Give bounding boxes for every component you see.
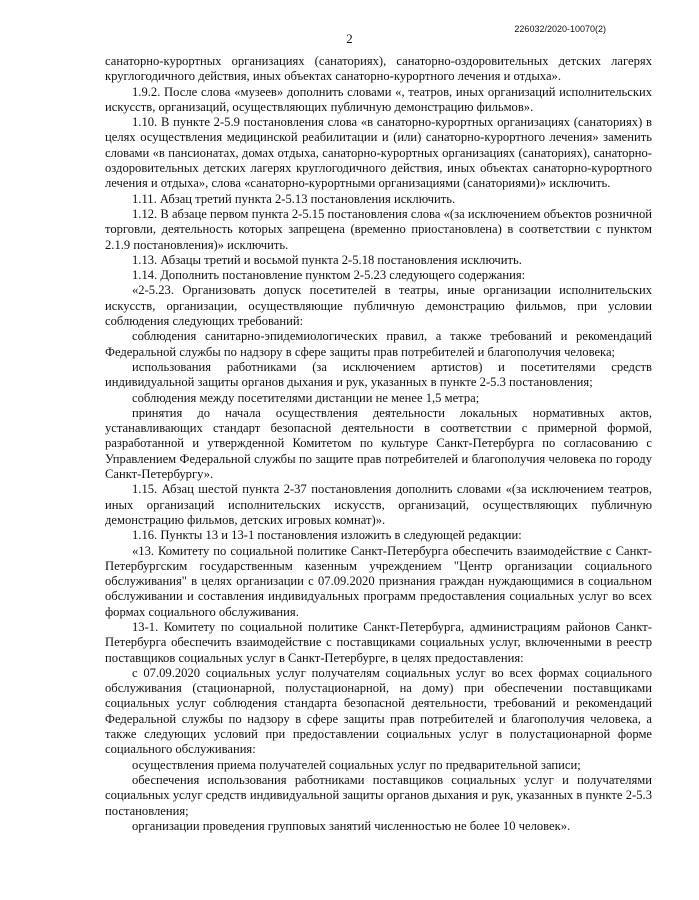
paragraph: «2-5.23. Организовать допуск посетителей в театры, иные организации исполнительских искусств, организации, осуществляющие публичную демонстрацию фильмов, при условии соблюдения следующих требований: — [105, 283, 652, 329]
paragraph: соблюдения санитарно-эпидемиологических правил, а также требований и рекомендаций Федеральной службы по надзору в сфере защиты прав потребителей и благополучия человека; — [105, 329, 652, 359]
paragraph: «13. Комитету по социальной политике Санкт-Петербурга обеспечить взаимодействие с Санкт-Петербургским государственным казенным учреждением "Центр организации социального обслуживания" в целях организации с 07.09.2020 признания граждан нуждающимися в социальном обслуживании и составления индивидуальных программ предоставления социальных услуг во всех формах социального обслуживания. — [105, 543, 652, 619]
paragraph: 1.15. Абзац шестой пункта 2-37 постановления дополнить словами «(за исключением театров, иных организаций исполнительских искусств, организаций, осуществляющих публичную демонстрацию фильмов, детских игровых комнат)». — [105, 482, 652, 527]
paragraph: 1.12. В абзаце первом пункта 2-5.15 постановления слова «(за исключением объектов розничной торговли, деятельность которых запрещена (временно приостановлена) в соответствии с пунктом 2.1.9 постановления)» исключить. — [105, 206, 652, 252]
paragraph: с 07.09.2020 социальных услуг получателям социальных услуг во всех формах социального обслуживания (стационарной, полустационарной, на дому) при обеспечении поставщиками социальных услуг соблюдения стандарта безопасной деятельности, требований и рекомендаций Федеральной службы по надзору в сфере защиты прав потребителей и благополучия человека, а также следующих условий при предоставлении социальных услуг в полустационарной форме социального обслуживания: — [105, 665, 652, 757]
paragraph: использования работниками (за исключением артистов) и посетителями средств индивидуальной защиты органов дыхания и рук, указанных в пункте 2-5.3 постановления; — [105, 359, 652, 390]
paragraph: 1.10. В пункте 2-5.9 постановления слова «в санаторно-курортных организациях (санаториях) в целях осуществления медицинской реабилитации и (или) санаторно-курортного лечения» заменить словами «в пансионатах, домах отдыха, санаторно-курортных организациях (санаториях), санаторно-оздоровительных детских лагерях круглогодичного действия, иных объектах санаторно-курортного лечения и отдыха», слова «санаторно-курортными организациями (санаториями)» исключить. — [105, 115, 652, 191]
paragraph: санаторно-курортных организациях (санаториях), санаторно-оздоровительных детских лагерях круглогодичного действия, иных объектах санаторно-курортного лечения и отдыха». — [105, 54, 652, 84]
paragraph: организации проведения групповых занятий численностью не более 10 человек». — [132, 818, 571, 833]
paragraph: 1.16. Пункты 13 и 13-1 постановления изложить в следующей редакции: — [132, 528, 522, 543]
paragraph: соблюдения между посетителями дистанции не менее 1,5 метра; — [132, 390, 480, 405]
paragraph: осуществления приема получателей социальных услуг по предварительной записи; — [132, 757, 581, 772]
paragraph: 13-1. Комитету по социальной политике Санкт-Петербурга, администрациям районов Санкт-Петербурга обеспечить взаимодействие с поставщиками социальных услуг, включенными в реестр поставщиков социальных услуг в Санкт-Петербурге, в целях предоставления: — [105, 619, 652, 665]
page-number: 2 — [346, 31, 353, 46]
paragraph: 1.14. Дополнить постановление пунктом 2-5.23 следующего содержания: — [132, 268, 526, 283]
document-id: 226032/2020-10070(2) — [514, 24, 606, 34]
paragraph: принятия до начала осуществления деятельности локальных нормативных актов, устанавливающих стандарт безопасной деятельности в соответствии с примерной формой, разработанной и утвержденной Комитетом по культуре Санкт-Петербурга по согласованию с Управлением Федеральной службы по защите прав потребителей и благополучия человека по городу Санкт-Петербургу». — [105, 405, 652, 482]
paragraph: 1.9.2. После слова «музеев» дополнить словами «, театров, иных организаций исполнительских искусств, организаций, осуществляющих публичную демонстрацию фильмов». — [105, 84, 652, 114]
paragraph: 1.11. Абзац третий пункта 2-5.13 постановления исключить. — [132, 191, 456, 206]
paragraph: обеспечения использования работниками поставщиков социальных услуг и получателями социальных услуг средств индивидуальной защиты органов дыхания и рук, указанных в пункте 2-5.3 постановления; — [105, 772, 652, 818]
document-body — [105, 54, 652, 834]
paragraph: 1.13. Абзацы третий и восьмой пункта 2-5.18 постановления исключить. — [132, 252, 522, 267]
